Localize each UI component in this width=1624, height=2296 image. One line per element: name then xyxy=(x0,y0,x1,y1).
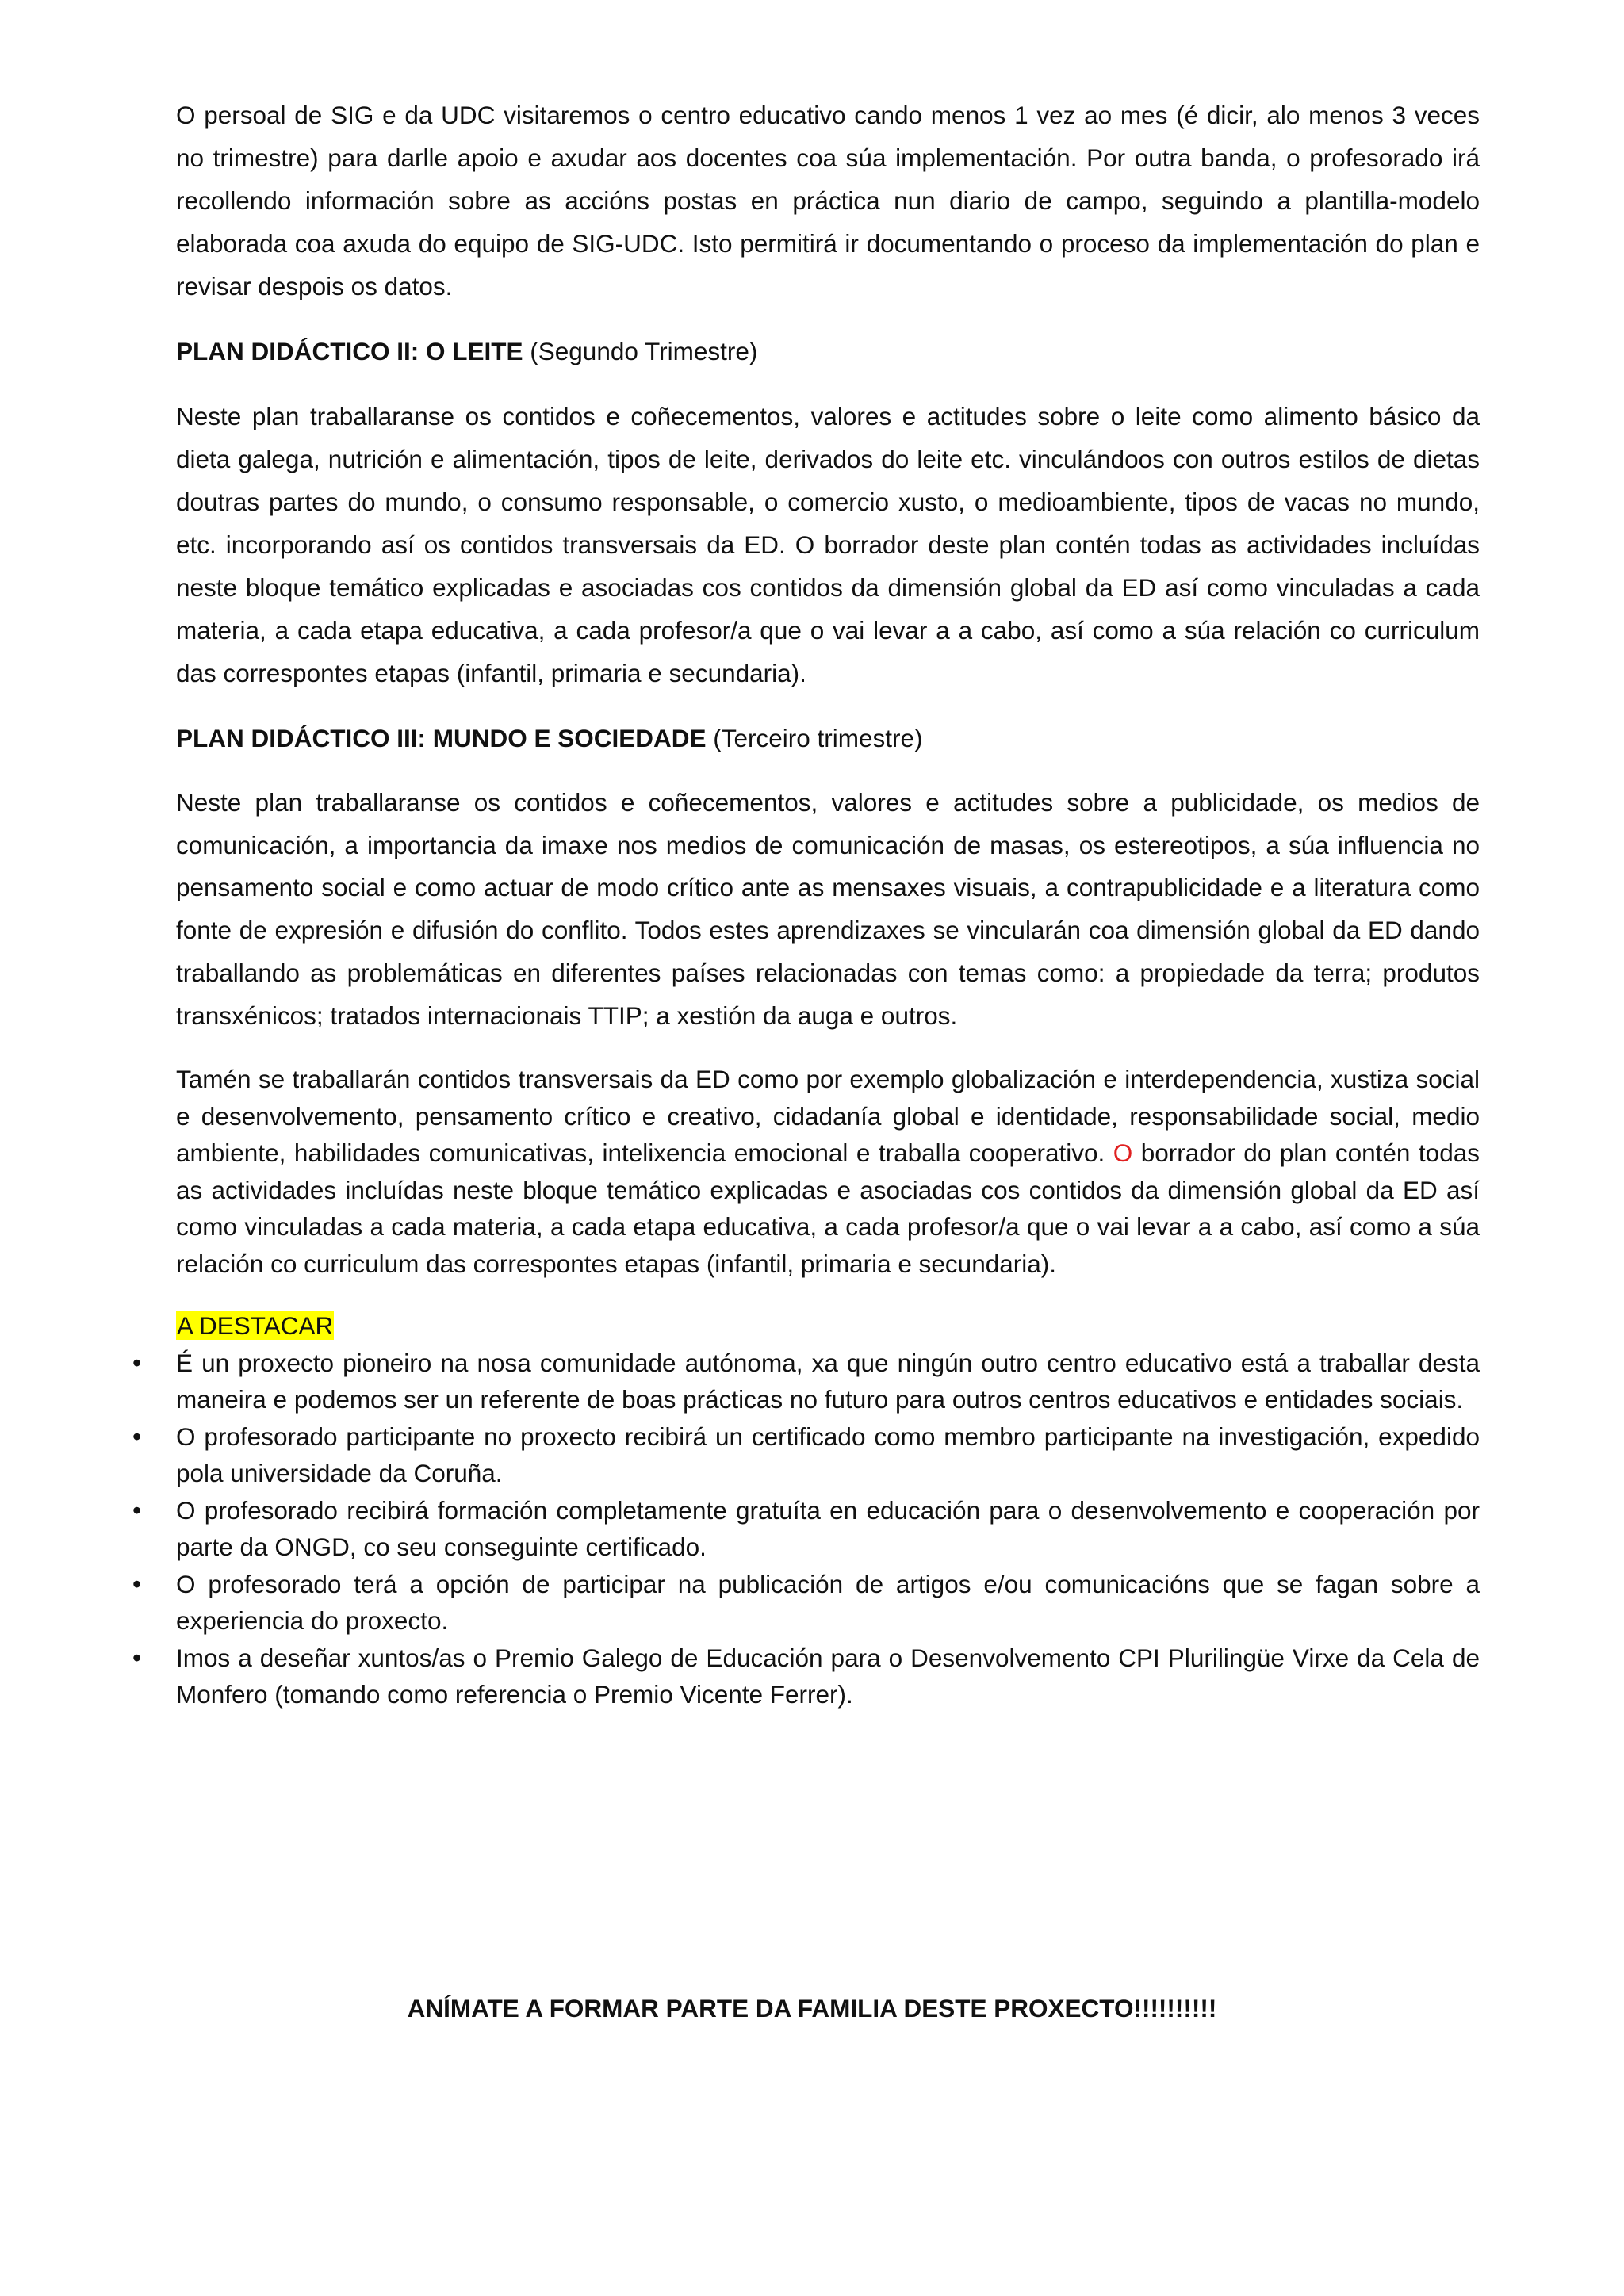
destacar-item-text: O profesorado recibirá formación completamente gratuíta en educación para o desenvolvemento e cooperación por parte da ONGD, co seu conseguinte certificado. xyxy=(176,1495,1480,1562)
plan-3-title: PLAN DIDÁCTICO III: MUNDO E SOCIEDADE xyxy=(176,724,707,752)
bullet-icon: • xyxy=(132,1495,142,1525)
plan-3-heading xyxy=(176,717,1480,760)
plan-3-body-2-end: borrador do plan contén todas as actividades incluídas neste bloque temático explicadas e asociadas cos contidos da dimensión global da ED así como vinculadas a cada materia, a cada etapa educativa, a cada profesor/a que o vai levar a a cabo, así como a súa relación co curriculum das correspontes etapas (infantil, primaria e secundaria). xyxy=(176,1138,1480,1278)
bullet-icon: • xyxy=(132,1569,142,1598)
document-page xyxy=(132,94,1480,1713)
destacar-item-text: Imos a deseñar xuntos/as o Premio Galego de Educación para o Desenvolvemento CPI Plurilingüe Virxe da Cela de Monfero (tomando como referencia o Premio Vicente Ferrer). xyxy=(176,1643,1480,1709)
bullet-icon: • xyxy=(132,1348,142,1377)
destacar-item xyxy=(132,1566,1480,1640)
destacar-section xyxy=(132,1307,1480,1713)
destacar-list xyxy=(132,1345,1480,1713)
plan-3-body-2 xyxy=(176,1061,1480,1282)
destacar-item-text: O profesorado participante no proxecto recibirá un certificado como membro participante na investigación, expedido pola universidade da Coruña. xyxy=(176,1422,1480,1488)
plan-3-body-2-start: Tamén se traballarán contidos transversais da ED como por exemplo globalización e interdependencia, xustiza social e desenvolvemento, pensamento crítico e creativo, cidadanía global e identidade, responsabilidade social, medio ambiente, habilidades comunicativas, intelixencia emocional e traballa cooperativo. xyxy=(176,1065,1480,1168)
plan-3-body: Neste plan traballaranse os contidos e coñecementos, valores e actitudes sobre a publicidade, os medios de comunicación, a importancia da imaxe nos medios de comunicación de masas, os estereotipos, a súa influencia no pensamento social e como actuar de modo crítico ante as mensaxes visuais, a contrapublicidade e a literatura como fonte de expresión e difusión do conflito. Todos estes aprendizaxes se vincularán coa dimensión global da ED dando traballando as problemáticas en diferentes países relacionadas con temas como: a propiedade da terra; produtos transxénicos; tratados internacionais TTIP; a xestión da auga e outros. xyxy=(176,788,1480,1030)
plan-3-body-2-red-letter: O xyxy=(1113,1138,1133,1168)
destacar-label-line xyxy=(176,1307,1480,1345)
destacar-item xyxy=(132,1492,1480,1566)
destacar-item-text: É un proxecto pioneiro na nosa comunidade autónoma, xa que ningún outro centro educativo está a traballar desta maneira e podemos ser un referente de boas prácticas no futuro para outros centros educativos e entidades sociais. xyxy=(176,1348,1480,1414)
plan-2-title: PLAN DIDÁCTICO II: O LEITE xyxy=(176,337,523,365)
plan-2-body: Neste plan traballaranse os contidos e coñecementos, valores e actitudes sobre o leite como alimento básico da dieta galega, nutrición e alimentación, tipos de leite, derivados do leite etc. vinculándoos con outros estilos de dietas doutras partes do mundo, o consumo responsable, o comercio xusto, o medioambiente, tipos de vacas no mundo, etc. incorporando así os contidos transversais da ED. O borrador deste plan contén todas as actividades incluídas neste bloque temático explicadas e asociadas cos contidos da dimensión global da ED así como vinculadas a cada materia, a cada etapa educativa, a cada profesor/a que o vai levar a a cabo, así como a súa relación co curriculum das correspontes etapas (infantil, primaria e secundaria). xyxy=(176,402,1480,687)
bullet-icon: • xyxy=(132,1643,142,1672)
destacar-item-text: O profesorado terá a opción de participar na publicación de artigos e/ou comunicacións que se fagan sobre a experiencia do proxecto. xyxy=(176,1569,1480,1636)
bullet-icon: • xyxy=(132,1422,142,1451)
closing-call-to-action: ANÍMATE A FORMAR PARTE DA FAMILIA DESTE PROXECTO!!!!!!!!!! xyxy=(407,1994,1217,2022)
plan-3-subtitle: (Terceiro trimestre) xyxy=(713,724,923,752)
plan-2-subtitle: (Segundo Trimestre) xyxy=(530,337,758,365)
destacar-label: A DESTACAR xyxy=(177,1311,334,1341)
destacar-item xyxy=(132,1418,1480,1492)
plan-2-heading xyxy=(176,330,1480,373)
intro-paragraph: O persoal de SIG e da UDC visitaremos o centro educativo cando menos 1 vez ao mes (é dicir, alo menos 3 veces no trimestre) para darlle apoio e axudar aos docentes coa súa implementación. Por outra banda, o profesorado irá recollendo información sobre as accións postas en práctica nun diario de campo, seguindo a plantilla-modelo elaborada coa axuda do equipo de SIG-UDC. Isto permitirá ir documentando o proceso da implementación do plan e revisar despois os datos. xyxy=(176,101,1480,300)
destacar-item xyxy=(132,1640,1480,1713)
destacar-item xyxy=(132,1345,1480,1418)
